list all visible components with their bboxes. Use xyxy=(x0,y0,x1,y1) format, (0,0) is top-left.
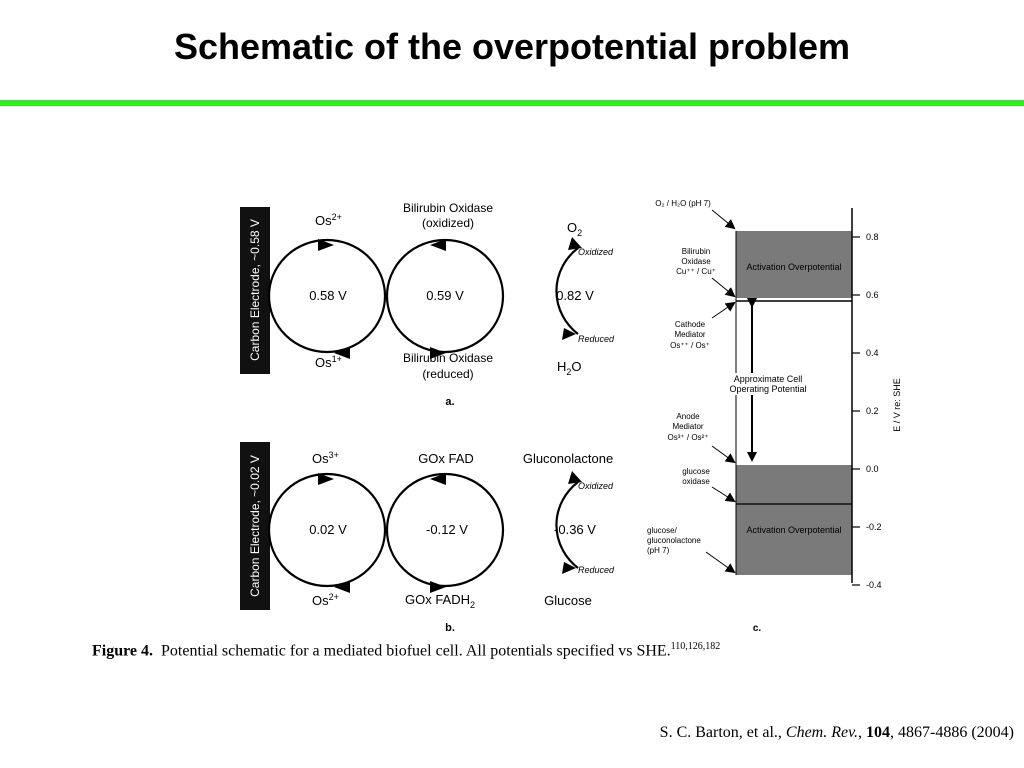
glucose-b: Glucose xyxy=(544,593,592,608)
pointer-arrow xyxy=(712,487,734,501)
bod-oxidized-line1: Bilirubin Oxidase xyxy=(402,201,494,215)
caption-references: 110,126,182 xyxy=(670,641,721,652)
os-bottom-b-sup: 2+ xyxy=(328,592,339,602)
svg-text:Os2+ xyxy=(315,212,342,228)
h2o-a-sub: 2 xyxy=(566,367,572,377)
gluconolactone-b: Gluconolactone xyxy=(522,451,614,466)
glucose-gluconolactone-label-2: gluconolactone xyxy=(647,536,701,545)
anode-overpotential-box xyxy=(736,465,852,575)
citation-journal: Chem. Rev. xyxy=(785,724,859,741)
cathode-mediator-label-3: Os⁺⁺ / Os⁺ xyxy=(670,341,710,350)
panel-b-label: b. xyxy=(445,622,455,634)
reduced-label-a: Reduced xyxy=(578,334,615,344)
panel-a xyxy=(240,201,615,408)
oxidized-label-a: Oxidized xyxy=(578,247,614,257)
panel-c xyxy=(647,199,902,634)
anode-mediator-label-1: Anode xyxy=(676,412,700,421)
panel-b xyxy=(240,442,615,634)
os-top-a-sup: 2+ xyxy=(331,212,342,222)
citation-sep: , xyxy=(858,724,867,741)
potential-b3: -0.36 V xyxy=(554,522,596,537)
activation-overpotential-anode: Activation Overpotential xyxy=(746,525,842,535)
o2-h2o-level-label: O₂ / H₂O (pH 7) xyxy=(655,199,711,208)
citation-pages: , 4867-4886 (2004) xyxy=(890,724,1014,741)
figure-caption xyxy=(92,641,720,660)
glucose-gluconolactone-label-1: glucose/ xyxy=(647,526,677,535)
axis-tick-label: 0.8 xyxy=(866,232,879,242)
svg-text:Os2+ xyxy=(312,592,339,608)
axis-ticks xyxy=(852,232,882,590)
electrode-label-b: Carbon Electrode, ~0.02 V xyxy=(248,455,262,597)
svg-text:H2O xyxy=(557,359,582,377)
svg-text:Os1+ xyxy=(315,354,342,370)
panel-a-label: a. xyxy=(445,396,455,408)
pointer-arrow xyxy=(712,210,734,228)
os-bottom-a: Os xyxy=(315,355,332,370)
svg-text:GOx FADH2 xyxy=(405,592,475,610)
oxidized-label-b: Oxidized xyxy=(578,481,614,491)
cathode-mediator-label-1: Cathode xyxy=(674,320,706,329)
axis-tick-label: 0.2 xyxy=(866,406,879,416)
glucose-oxidase-label-1: glucose xyxy=(682,467,710,476)
bod-reduced-line1: Bilirubin Oxidase xyxy=(402,351,494,365)
pointer-arrow xyxy=(712,303,734,318)
caption-text: Potential schematic for a mediated biofuel cell. All potentials specified vs SHE. xyxy=(161,642,671,660)
bod-label-3: Cu⁺⁺ / Cu⁺ xyxy=(676,267,716,276)
os-top-b: Os xyxy=(312,451,329,466)
pointer-arrow xyxy=(712,278,734,296)
anode-mediator-label-2: Mediator xyxy=(672,422,704,431)
axis-tick-label: -0.4 xyxy=(866,580,882,590)
bod-label-1: Bilirubin xyxy=(681,247,711,256)
axis-tick-label: 0.4 xyxy=(866,348,879,358)
potential-b2: -0.12 V xyxy=(426,522,468,537)
axis-tick-label: 0.0 xyxy=(866,464,879,474)
potential-a2: 0.59 V xyxy=(426,288,464,303)
potential-a3: 0.82 V xyxy=(556,288,594,303)
gox-fad: GOx FAD xyxy=(418,451,474,466)
citation-authors: S. C. Barton, et al., xyxy=(659,724,786,741)
cathode-mediator-label-2: Mediator xyxy=(674,330,706,339)
anode-mediator-label-3: Os³⁺ / Os²⁺ xyxy=(667,433,709,442)
pointer-arrow xyxy=(706,552,734,572)
os-bottom-b: Os xyxy=(312,593,329,608)
gox-fadh-sub: 2 xyxy=(470,600,476,610)
citation-volume: 104 xyxy=(866,724,891,741)
reduced-label-b: Reduced xyxy=(578,565,615,575)
bod-oxidized-line2: (oxidized) xyxy=(421,216,475,230)
h2o-a-o: O xyxy=(571,359,582,374)
o2-a: O xyxy=(567,220,578,235)
gox-fadh: GOx FADH xyxy=(404,592,470,607)
electrode-label-a: Carbon Electrode, ~0.58 V xyxy=(248,219,262,361)
axis-label: E / V re: SHE xyxy=(892,378,902,432)
operating-potential-line1: Approximate Cell xyxy=(733,374,803,384)
operating-potential-line2: Operating Potential xyxy=(729,384,807,394)
citation xyxy=(660,724,1014,742)
svg-text:O2 xyxy=(567,220,582,238)
svg-text:Os3+ xyxy=(312,450,339,466)
axis-tick-label: -0.2 xyxy=(866,522,882,532)
bod-label-2: Oxidase xyxy=(681,257,711,266)
os-top-b-sup: 3+ xyxy=(328,450,339,460)
glucose-gluconolactone-label-3: (pH 7) xyxy=(647,546,670,555)
axis-tick-label: 0.6 xyxy=(866,290,879,300)
caption-figure-number: Figure 4. xyxy=(92,642,154,660)
pointer-arrow xyxy=(712,446,734,462)
slide-title: Schematic of the overpotential problem xyxy=(173,26,851,67)
potential-a1: 0.58 V xyxy=(309,288,347,303)
panel-c-label: c. xyxy=(752,623,762,634)
o2-a-sub: 2 xyxy=(577,228,583,238)
potential-b1: 0.02 V xyxy=(309,522,347,537)
glucose-oxidase-label-2: oxidase xyxy=(682,477,710,486)
bod-reduced-line2: (reduced) xyxy=(422,367,474,381)
activation-overpotential-cathode: Activation Overpotential xyxy=(746,262,842,272)
os-top-a: Os xyxy=(315,213,332,228)
h2o-a-h: H xyxy=(557,359,567,374)
os-bottom-a-sup: 1+ xyxy=(331,354,342,364)
